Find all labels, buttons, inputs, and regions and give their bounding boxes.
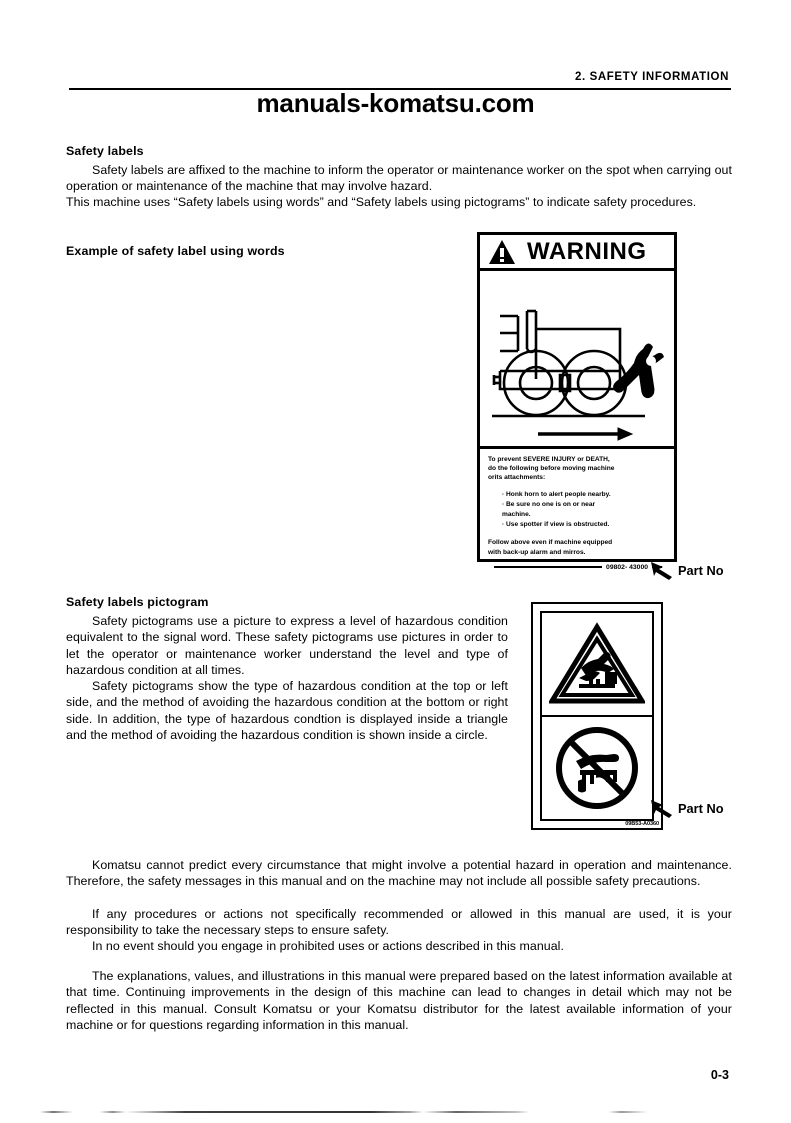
machine-reversing-over-person-icon: [480, 271, 674, 449]
part-no-callout-warning-label: [650, 560, 724, 580]
warning-bullet-item: · Use spotter if view is obstructed.: [502, 521, 610, 529]
pictogram-label-graphic: [531, 602, 663, 830]
scan-artifact-line: [40, 1111, 701, 1113]
page-number: 0-3: [710, 1068, 729, 1082]
page-header-section-title: 2. SAFETY INFORMATION: [574, 71, 729, 83]
warning-label-graphic: [477, 232, 677, 571]
part-no-label: Part No: [678, 800, 724, 816]
safety-labels-pictogram-heading: Safety labels pictogram: [66, 595, 209, 609]
hazard-triangle-crushing-icon: [549, 622, 645, 706]
watermark-text: manuals-komatsu.com: [256, 88, 535, 118]
warning-signal-word: WARNING: [527, 237, 647, 265]
warning-follow-line-1: Follow above even if machine equipped: [488, 539, 613, 547]
warning-label-part-number-row: [488, 563, 666, 572]
warning-body-line-3: orits attachments:: [488, 474, 546, 482]
warning-follow-line-2: with back-up alarm and mirros.: [488, 548, 586, 556]
part-no-label: Part No: [678, 562, 724, 578]
closing-paragraph-3: In no event should you engage in prohibited uses or actions described in this manual.: [92, 939, 564, 953]
warning-label-part-number: 09802- 43000: [606, 563, 648, 571]
part-number-rule-left: [494, 566, 602, 568]
safety-labels-heading: Safety labels: [66, 144, 144, 158]
example-safety-label-heading: Example of safety label using words: [66, 244, 285, 258]
warning-label-header: [480, 235, 674, 271]
arrow-up-left-icon: [650, 560, 674, 580]
safety-labels-paragraph-2: This machine uses “Safety labels using words” and “Safety labels using pictograms” to indicate safety procedures.: [66, 195, 697, 209]
pictogram-cell-hazard: [542, 613, 652, 717]
warning-body-line-2: do the following before moving machine: [488, 465, 615, 473]
pictogram-cell-prohibition: [542, 717, 652, 819]
closing-paragraph-4: The explanations, values, and illustrations in this manual were prepared based on the latest information available at that time. Continuing improvements in the design of this machine can lead to changes in detail which may not be reflected in this manual. Consult Komatsu or your Komatsu distributor for the latest available information of your machine or for questions regarding information in this manual.: [66, 969, 732, 1032]
warning-bullet-item: machine.: [502, 511, 531, 519]
safety-labels-pictogram-paragraph-2: Safety pictograms show the type of hazardous condition at the top or left side, and the method of avoiding the hazardous condition at the bottom or right side. In addition, the type of hazardous condtion is displayed inside a triangle and the method of avoiding the hazardous condition is shown inside a circle.: [66, 679, 508, 742]
pictogram-label-inner-frame: [540, 611, 659, 827]
warning-body-line-1: To prevent SEVERE INJURY or DEATH,: [488, 456, 610, 463]
part-no-callout-pictogram-label: [650, 798, 724, 818]
arrow-up-left-icon: [650, 798, 674, 818]
warning-bullet-list: [502, 490, 666, 530]
safety-labels-paragraph-1: Safety labels are affixed to the machine to inform the operator or maintenance worker on the spot when carrying out operation or maintenance of the machine that may involve hazard.: [66, 163, 732, 194]
warning-triangle-icon: [489, 240, 515, 264]
safety-labels-pictogram-paragraph-1: Safety pictograms use a picture to express a level of hazardous condition equivalent to the signal word. These safety pictograms use pictures in order to let the operator or maintenance worker understand the level and type of hazardous condition at all times.: [66, 614, 508, 677]
warning-bullet-item: · Be sure no one is on or near: [502, 500, 596, 508]
warning-label-body-text: [480, 449, 674, 574]
pictogram-label-part-number: 09B53-A0360: [625, 821, 659, 827]
prohibition-circle-no-entry-icon: [554, 725, 640, 811]
closing-paragraph-1: Komatsu cannot predict every circumstance that might involve a potential hazard in operation and maintenance. Therefore, the safety messages in this manual and on the machine may not include all possible safety precautions.: [66, 858, 732, 889]
warning-bullet-item: · Honk horn to alert people nearby.: [502, 490, 611, 498]
closing-paragraph-2: If any procedures or actions not specifically recommended or allowed in this manual are used, it is your responsibility to take the necessary steps to ensure safety.: [66, 907, 732, 938]
